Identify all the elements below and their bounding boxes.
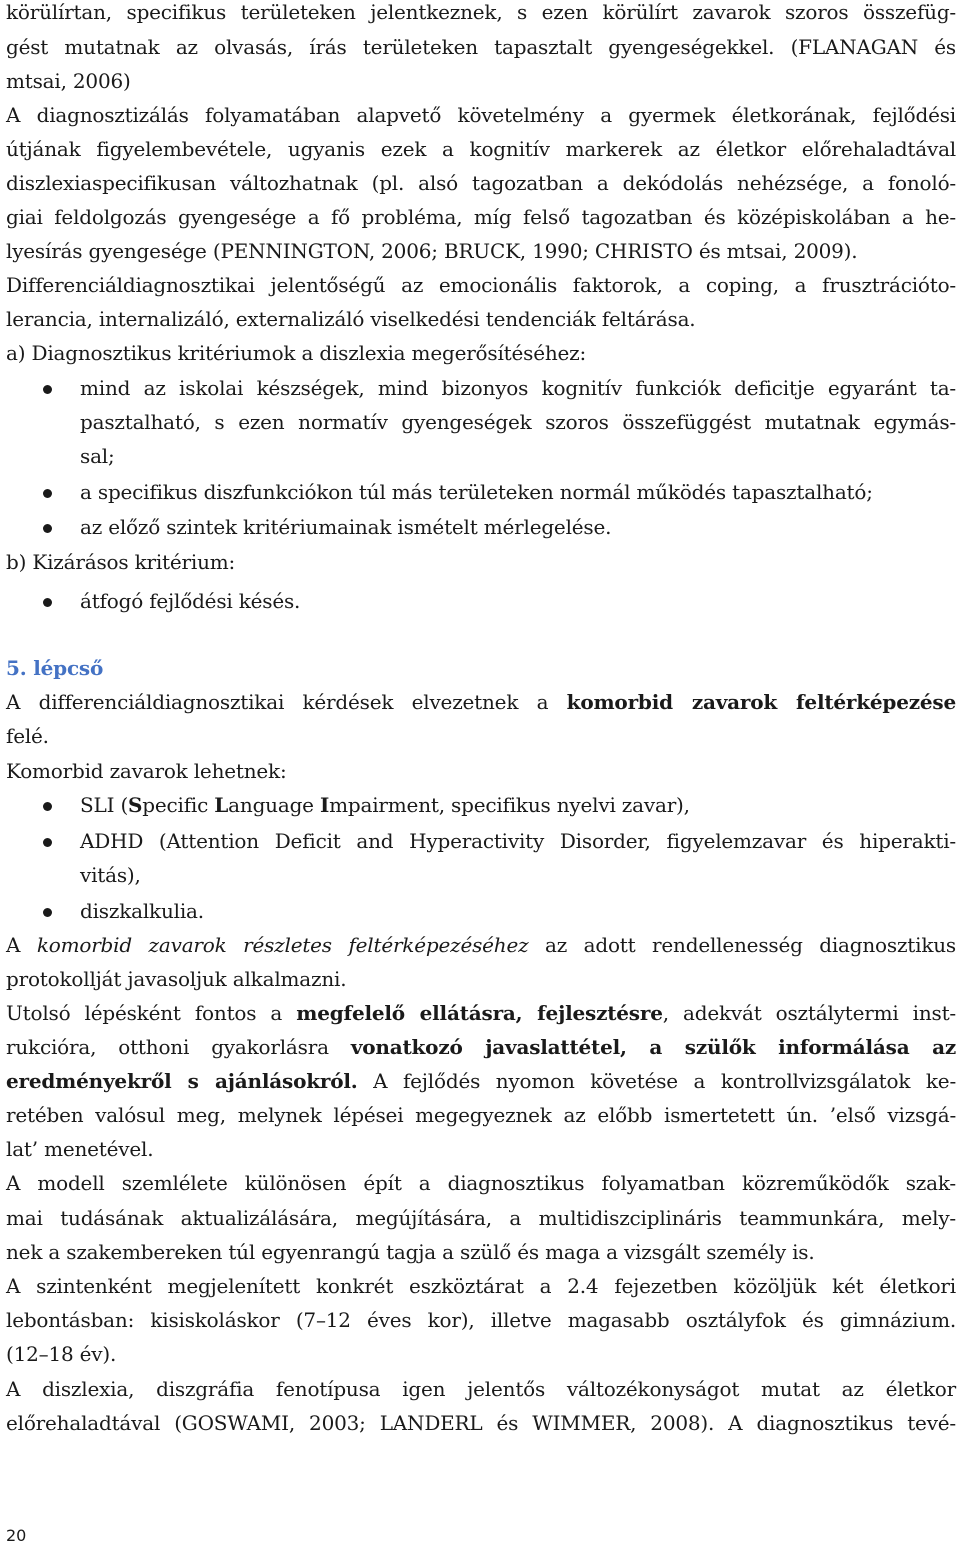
text-line: Utolsó lépésként fontos a megfelelő ellátásra, fejlesztésre, adekvát osztálytermi inst-: [6, 1001, 956, 1025]
text-line: giai feldolgozás gyengesége a fő probléma, míg felső tagozatban és középiskolában a he-: [6, 205, 956, 229]
text-line: gést mutatnak az olvasás, írás területeken tapasztalt gyengeségekkel. (FLANAGAN és: [6, 35, 956, 59]
text-line: lat’ menetével.: [6, 1137, 154, 1161]
text-line: A differenciáldiagnosztikai kérdések elvezetnek a komorbid zavarok feltérképezése: [6, 690, 956, 714]
list-item: ADHD (Attention Deficit and Hyperactivity Disorder, figyelemzavar és hiperakti-: [80, 829, 956, 853]
text-line: nek a szakembereken túl egyenrangú tagja a szülő és maga a vizsgált személy is.: [6, 1240, 815, 1264]
text-line: rukcióra, otthoni gyakorlásra vonatkozó javaslattétel, a szülők informálása az: [6, 1035, 956, 1059]
bullet-icon: [43, 908, 52, 917]
text-line: A komorbid zavarok részletes feltérképezéséhez az adott rendellenesség diagnosztikus: [6, 933, 956, 957]
text-line: mtsai, 2006): [6, 69, 131, 93]
text-line: A modell szemlélete különösen épít a diagnosztikus folyamatban közreműködők szak-: [6, 1171, 956, 1195]
text-line: előrehaladtával (GOSWAMI, 2003; LANDERL és WIMMER, 2008). A diagnosztikus tevé-: [6, 1411, 956, 1435]
text-line: (12–18 év).: [6, 1342, 117, 1366]
bullet-icon: [43, 524, 52, 533]
section-heading: 5. lépcső: [6, 656, 104, 680]
text-line: lebontásban: kisiskoláskor (7–12 éves kor), illetve magasabb osztályfok és gimnázium.: [6, 1308, 956, 1332]
bullet-icon: [43, 838, 52, 847]
text-line: körülírtan, specifikus területeken jelentkeznek, s ezen körülírt zavarok szoros összefüg-: [6, 0, 956, 24]
text-line: lyesírás gyengesége (PENNINGTON, 2006; BRUCK, 1990; CHRISTO és mtsai, 2009).: [6, 239, 858, 263]
text-line: diszlexiaspecifikusan változhatnak (pl. alsó tagozatban a dekódolás nehézsége, a fonoló-: [6, 171, 956, 195]
bullet-icon: [43, 802, 52, 811]
text-line: lerancia, internalizáló, externalizáló viselkedési tendenciák feltárása.: [6, 307, 696, 331]
page-number: 20: [6, 1526, 27, 1545]
text-line: útjának figyelembevétele, ugyanis ezek a kognitív markerek az életkor előrehaladtával: [6, 137, 956, 161]
text-line: felé.: [6, 724, 49, 748]
list-item: pasztalható, s ezen normatív gyengeségek szoros összefüggést mutatnak egymás-: [80, 410, 956, 434]
list-item: diszkalkulia.: [80, 899, 204, 923]
list-item: a specifikus diszfunkciókon túl más területeken normál működés tapasztalható;: [80, 480, 873, 504]
text-line: A diszlexia, diszgráfia fenotípusa igen jelentős változékonyságot mutat az életkor: [6, 1377, 956, 1401]
text-line: Komorbid zavarok lehetnek:: [6, 759, 287, 783]
list-item: mind az iskolai készségek, mind bizonyos kognitív funkciók deficitje egyaránt ta-: [80, 376, 956, 400]
list-heading-a: a) Diagnosztikus kritériumok a diszlexia megerősítéséhez:: [6, 341, 587, 365]
list-heading-b: b) Kizárásos kritérium:: [6, 550, 236, 574]
bullet-icon: [43, 489, 52, 498]
text-line: Differenciáldiagnosztikai jelentőségű az emocionális faktorok, a coping, a frusztrációto-: [6, 273, 956, 297]
text-line: A szintenként megjelenített konkrét eszköztárat a 2.4 fejezetben közöljük két életkori: [6, 1274, 956, 1298]
text-line: eredményekről s ajánlásokról. A fejlődés nyomon követése a kontrollvizsgálatok ke-: [6, 1069, 957, 1093]
text-line: retében valósul meg, melynek lépései megegyeznek az előbb ismertetett ún. ’első vizsgá-: [6, 1103, 956, 1127]
text-line: A diagnosztizálás folyamatában alapvető követelmény a gyermek életkorának, fejlődési: [6, 103, 956, 127]
list-item: SLI (Specific Language Impairment, specifikus nyelvi zavar),: [80, 793, 690, 817]
list-item: átfogó fejlődési késés.: [80, 589, 301, 613]
bullet-icon: [43, 598, 52, 607]
list-item: sal;: [80, 444, 115, 468]
list-item: az előző szintek kritériumainak ismételt mérlegelése.: [80, 515, 612, 539]
text-line: protokollját javasoljuk alkalmazni.: [6, 967, 347, 991]
bullet-icon: [43, 385, 52, 394]
text-line: mai tudásának aktualizálására, megújítására, a multidiszciplináris teammunkára, mely-: [6, 1206, 956, 1230]
list-item: vitás),: [80, 863, 141, 887]
